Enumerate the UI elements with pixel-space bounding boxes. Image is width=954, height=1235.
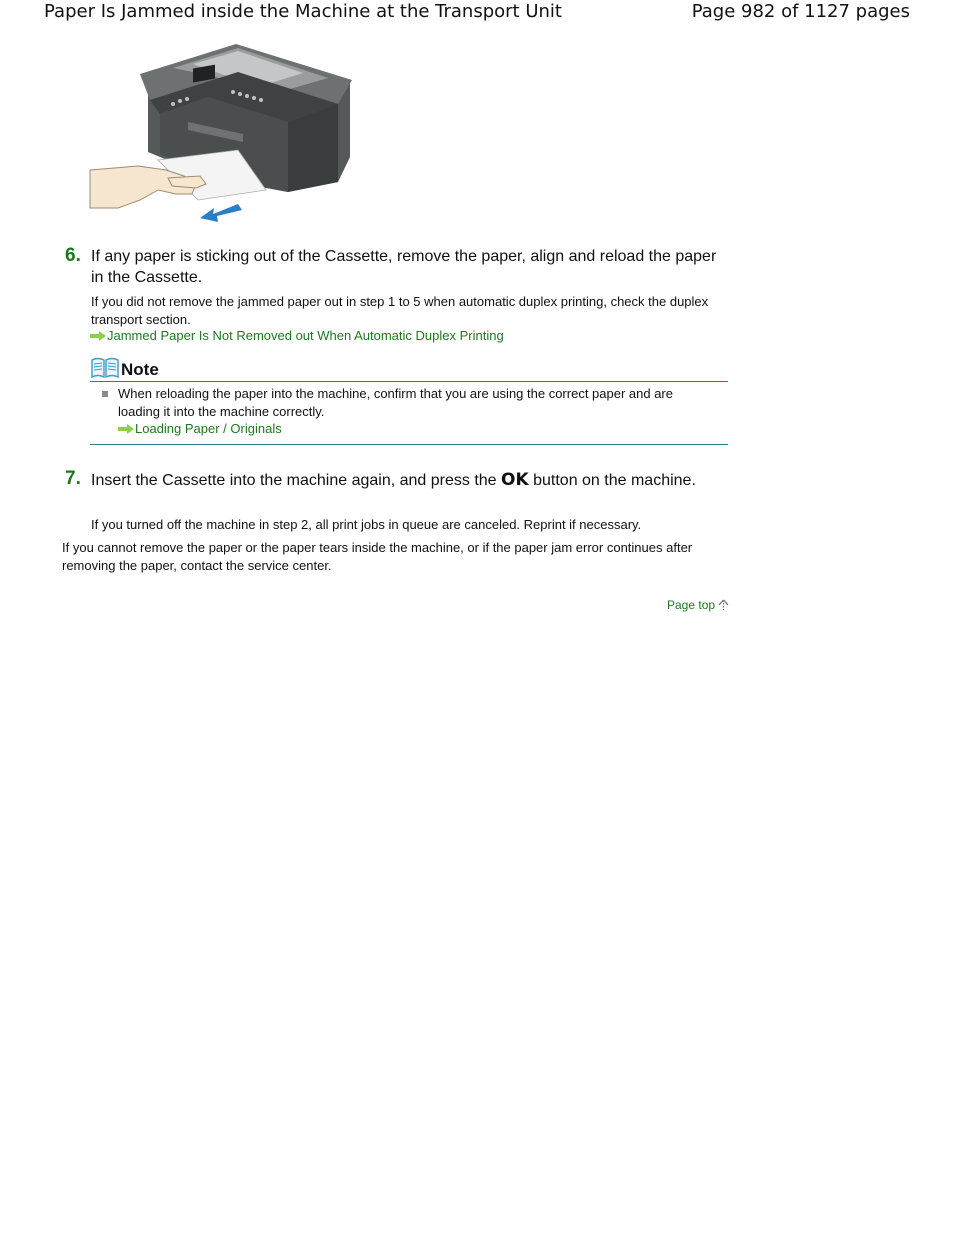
note-box (90, 355, 728, 445)
note-bottom-rule (90, 444, 728, 445)
page-top-label[interactable]: Page top (667, 598, 716, 612)
step-title-text: Insert the Cassette into the machine again, and press the (91, 472, 502, 489)
step-title-text: button on the machine. (528, 472, 696, 489)
bullet-square-icon (102, 391, 108, 397)
page-top-link[interactable] (667, 598, 729, 612)
step-6-body: If you did not remove the jammed paper out in step 1 to 5 when automatic duplex printing, check the duplex transport section. (91, 294, 709, 327)
ok-button-glyph: OK (501, 470, 529, 490)
note-text: When reloading the paper into the machine, confirm that you are using the correct paper and are loading it into the machine correctly. (118, 386, 673, 419)
page-indicator: Page 982 of 1127 pages (691, 1, 910, 22)
note-header (90, 355, 728, 382)
up-arrow-icon (718, 599, 729, 611)
step-title (91, 469, 731, 492)
link-label[interactable]: Loading Paper / Originals (135, 421, 282, 436)
closing-paragraph: If you cannot remove the paper or the paper tears inside the machine, or if the paper jam error continues after removing the paper, contact the service center. (62, 540, 693, 573)
link-label[interactable]: Jammed Paper Is Not Removed out When Automatic Duplex Printing (107, 328, 504, 343)
page-header (0, 0, 954, 28)
duplex-jam-link[interactable] (90, 328, 504, 343)
step-number: 7. (65, 468, 81, 489)
loading-paper-link[interactable] (118, 421, 282, 436)
step-7-body: If you turned off the machine in step 2, all print jobs in queue are canceled. Reprint if necessary. (91, 517, 642, 532)
document-title: Paper Is Jammed inside the Machine at the Transport Unit (44, 1, 562, 22)
book-icon (91, 357, 119, 379)
link-arrow-icon (90, 331, 106, 341)
note-label: Note (121, 360, 159, 379)
step-number: 6. (65, 245, 81, 266)
printer-illustration (88, 42, 358, 227)
step-title: If any paper is sticking out of the Cassette, remove the paper, align and reload the paper in the Cassette. (91, 248, 717, 286)
link-arrow-icon (118, 424, 134, 434)
